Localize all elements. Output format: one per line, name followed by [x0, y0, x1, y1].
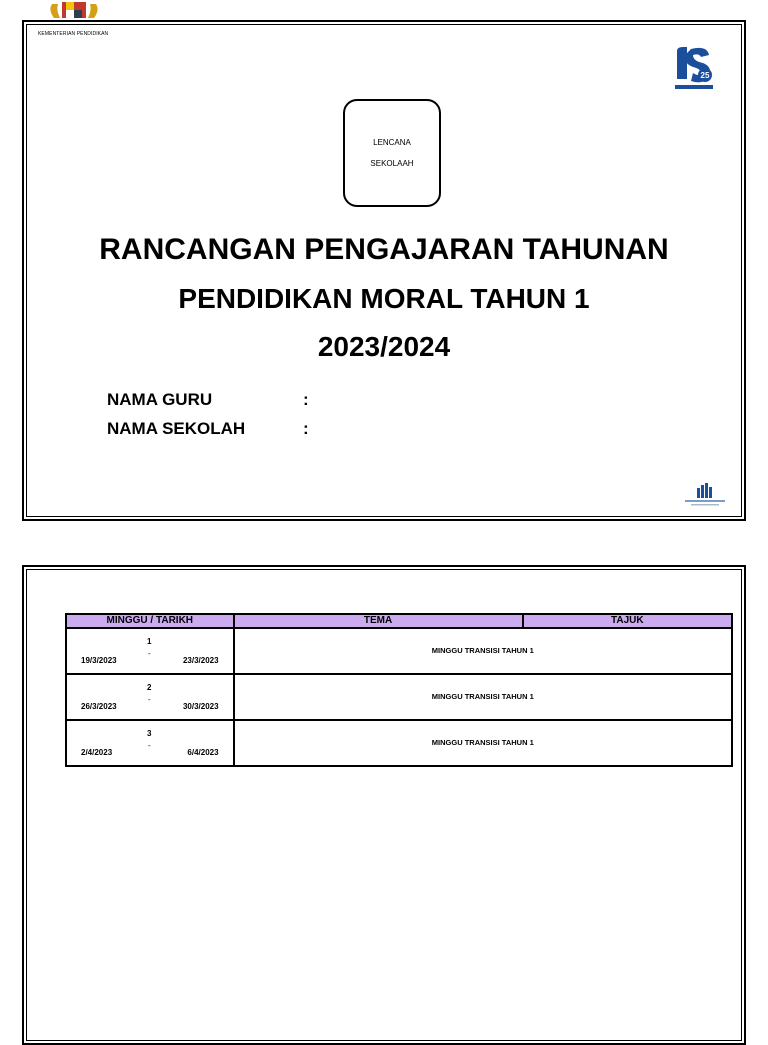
- lencana-label: LENCANA: [373, 138, 411, 147]
- teacher-name-label: NAMA GURU: [107, 390, 213, 409]
- theme-cell: MINGGU TRANSISI TAHUN 1: [234, 720, 732, 766]
- plan-page: [22, 565, 746, 1045]
- ministry-label: KEMENTERIAN PENDIDIKAN: [38, 31, 109, 37]
- title-line-1: RANCANGAN PENGAJARAN TAHUNAN: [99, 233, 669, 266]
- start-date: 19/3/2023: [81, 656, 117, 665]
- table-row: [66, 674, 732, 720]
- start-date: 26/3/2023: [81, 702, 117, 711]
- title-line-2: PENDIDIKAN MORAL TAHUN 1: [178, 283, 590, 314]
- cover-page: [22, 20, 746, 521]
- badge-number: 25: [700, 71, 710, 80]
- table-row: [66, 720, 732, 766]
- title-year: 2023/2024: [317, 331, 451, 362]
- table-row: [66, 628, 732, 674]
- header-week-date: MINGGU / TARIKH: [66, 614, 234, 628]
- sekolaah-label: SEKOLAAH: [370, 159, 414, 168]
- school-badge-placeholder: [343, 99, 441, 207]
- end-date: 30/3/2023: [182, 702, 219, 711]
- teacher-name-colon: :: [303, 390, 309, 409]
- school-name-label: NAMA SEKOLAH: [107, 419, 246, 438]
- date-separator: -: [148, 695, 151, 704]
- week-number: 3: [147, 729, 152, 738]
- date-separator: -: [148, 649, 151, 658]
- school-name-colon: :: [303, 419, 309, 438]
- yearly-plan-table: [65, 613, 733, 767]
- end-date: 23/3/2023: [182, 656, 219, 665]
- start-date: 2/4/2023: [81, 748, 113, 757]
- header-theme: TEMA: [234, 614, 523, 628]
- anniversary-badge-icon: [671, 45, 715, 93]
- week-number: 2: [147, 683, 152, 692]
- school-name-row: [107, 419, 309, 439]
- publisher-logo-icon: [681, 482, 729, 508]
- teacher-name-row: [107, 390, 309, 410]
- end-date: 6/4/2023: [187, 748, 219, 757]
- date-separator: -: [148, 741, 151, 750]
- header-topic: TAJUK: [523, 614, 732, 628]
- theme-cell: MINGGU TRANSISI TAHUN 1: [234, 674, 732, 720]
- theme-cell: MINGGU TRANSISI TAHUN 1: [234, 628, 732, 674]
- week-number: 1: [147, 637, 152, 646]
- coat-of-arms-icon: [46, 0, 102, 20]
